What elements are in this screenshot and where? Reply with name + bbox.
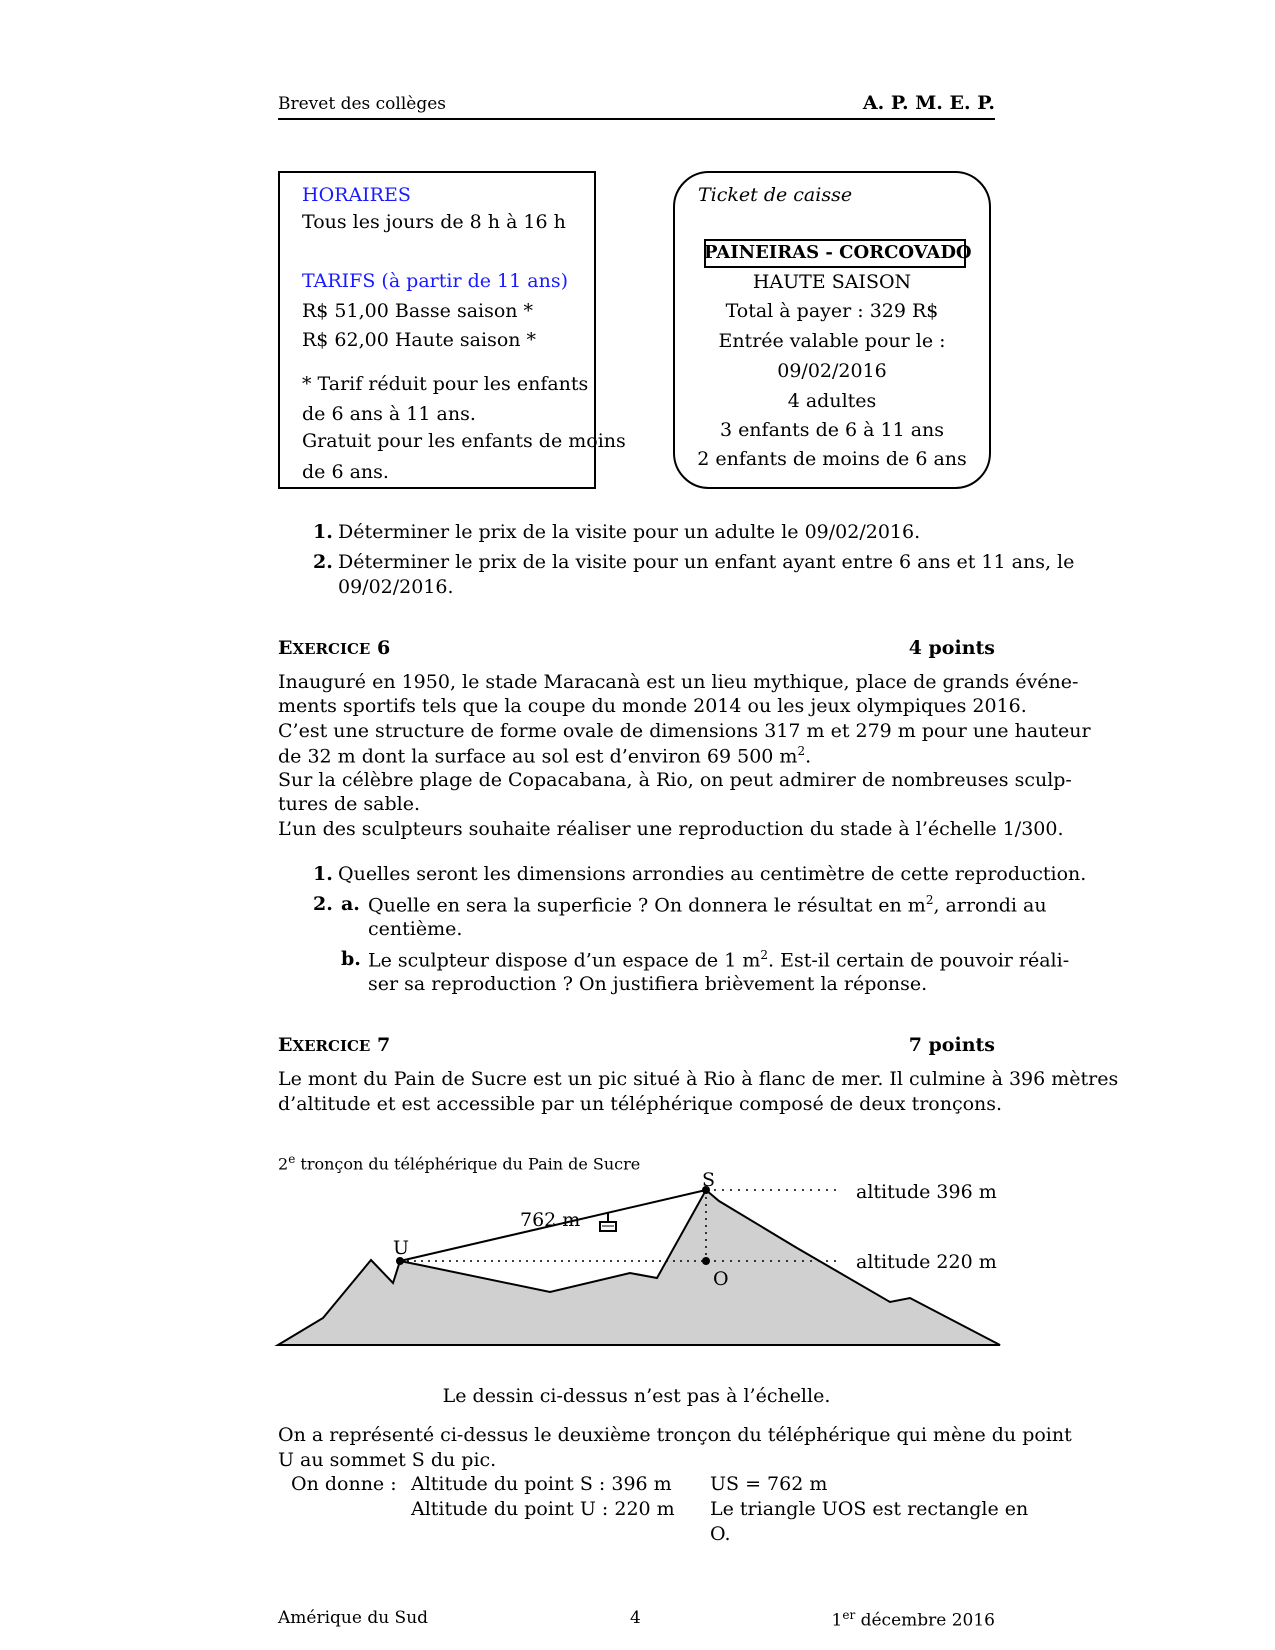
ex6-line-4: de 32 m dont la surface au sol est d’environ 69 500 $m^2$. <box>278 744 812 768</box>
ticket-season: HAUTE SAISON <box>752 271 912 293</box>
ticket-adults: 4 adultes <box>787 390 877 412</box>
header-left: Brevet des collèges <box>278 94 447 114</box>
ex6-line-5: Sur la célèbre plage de Copacabana, à Rio, on peut admirer de nombreuses sculp- <box>278 769 1072 791</box>
figure-caption: 2e tronçon du téléphérique du Pain de Sucre <box>278 1152 641 1174</box>
ex6-q1-number: 1. <box>313 863 333 885</box>
label-o: O <box>713 1268 729 1290</box>
label-altitude-s: altitude 396 m <box>856 1181 997 1203</box>
ex6-q2a-text-1: Quelle en sera la superficie ? On donnera le résultat en $m^2$, arrondi au <box>368 893 1047 917</box>
point-o <box>702 1257 710 1265</box>
ex6-line-3: C’est une structure de forme ovale de dimensions 317 m et 279 m pour une hauteur <box>278 720 1091 742</box>
ticket-valid: Entrée valable pour le : <box>718 330 946 352</box>
tarif-haute: R$ 62,00 Haute saison * <box>302 329 537 351</box>
label-u: U <box>393 1237 410 1259</box>
horaires-title: HORAIRES <box>302 184 411 206</box>
given-right-triangle-1: Le triangle UOS est rectangle en <box>710 1498 1029 1520</box>
ex7-points: 7 points <box>908 1034 995 1056</box>
ex5-q2-number: 2. <box>313 551 333 573</box>
ex7-text-2: U au sommet S du pic. <box>278 1449 497 1471</box>
ex5-q1-number: 1. <box>313 521 333 543</box>
footer-right: 1er décembre 2016 <box>831 1608 995 1631</box>
ex6-q2b-label: b. <box>341 948 361 970</box>
ex6-q2a-text-2: centième. <box>368 918 463 940</box>
given-length-us: US = 762 m <box>710 1473 828 1495</box>
note-line-2: de 6 ans à 11 ans. <box>302 403 476 425</box>
ex6-q2b-text-1: Le sculpteur dispose d’un espace de 1 $m^2$. Est-il certain de pouvoir réali- <box>368 948 1070 972</box>
given-label: On donne : <box>291 1473 397 1495</box>
ex6-title: EXERCICE 6 <box>278 637 391 659</box>
ex6-line-7: L’un des sculpteurs souhaite réaliser une reproduction du stade à l’échelle 1/300. <box>278 818 1064 840</box>
ticket-total: Total à payer : 329 R$ <box>725 300 939 322</box>
ex5-q2-text-1: Déterminer le prix de la visite pour un enfant ayant entre 6 ans et 11 ans, le <box>338 551 1075 573</box>
ex5-q1-text: Déterminer le prix de la visite pour un adulte le 09/02/2016. <box>338 521 921 543</box>
ticket-date: 09/02/2016 <box>777 360 887 382</box>
label-s: S <box>702 1169 716 1191</box>
given-right-triangle-2: O. <box>710 1523 731 1545</box>
footer-page-number: 4 <box>630 1608 641 1628</box>
tarifs-title: TARIFS (à partir de 11 ans) <box>302 270 568 292</box>
ticket-small-children: 2 enfants de moins de 6 ans <box>697 448 967 470</box>
ex6-points: 4 points <box>908 637 995 659</box>
ex7-title: EXERCICE 7 <box>278 1034 391 1056</box>
ex7-line-1: Le mont du Pain de Sucre est un pic situé à Rio à flanc de mer. Il culmine à 396 mètres <box>278 1068 1119 1090</box>
ex6-q2-number: 2. <box>313 893 333 915</box>
ex7-text-1: On a représenté ci-dessus le deuxième tronçon du téléphérique qui mène du point <box>278 1424 1072 1446</box>
note-line-4: de 6 ans. <box>302 461 389 483</box>
horaires-text: Tous les jours de 8 h à 16 h <box>302 211 566 233</box>
ticket-title: Ticket de caisse <box>698 184 853 206</box>
footer-left: Amérique du Sud <box>278 1608 429 1628</box>
header-right: A. P. M. E. P. <box>862 92 995 114</box>
note-line-3: Gratuit pour les enfants de moins <box>302 430 626 452</box>
ex6-q2b-text-2: ser sa reproduction ? On justifiera brièvement la réponse. <box>368 973 928 995</box>
ex7-line-2: d’altitude et est accessible par un téléphérique composé de deux tronçons. <box>278 1093 1003 1115</box>
label-altitude-o: altitude 220 m <box>856 1251 997 1273</box>
ex6-line-6: tures de sable. <box>278 793 421 815</box>
ex6-line-2: ments sportifs tels que la coupe du monde 2014 ou les jeux olympiques 2016. <box>278 695 1027 717</box>
tarif-basse: R$ 51,00 Basse saison * <box>302 300 534 322</box>
ex6-q1-text: Quelles seront les dimensions arrondies au centimètre de cette reproduction. <box>338 863 1087 885</box>
label-length-us: 762 m <box>520 1209 581 1231</box>
ticket-children: 3 enfants de 6 à 11 ans <box>719 419 945 441</box>
given-altitude-u: Altitude du point U : 220 m <box>411 1498 675 1520</box>
ex6-q2a-label: a. <box>341 893 360 915</box>
note-line-1: * Tarif réduit pour les enfants <box>302 373 589 395</box>
given-altitude-s: Altitude du point S : 396 m <box>411 1473 672 1495</box>
ex6-line-1: Inauguré en 1950, le stade Maracanà est un lieu mythique, place de grands événe- <box>278 671 1079 693</box>
ticket-place: PAINEIRAS - CORCOVADO <box>704 242 972 263</box>
ex5-q2-text-2: 09/02/2016. <box>338 576 454 598</box>
scale-note: Le dessin ci-dessus n’est pas à l’échelle. <box>442 1385 831 1407</box>
